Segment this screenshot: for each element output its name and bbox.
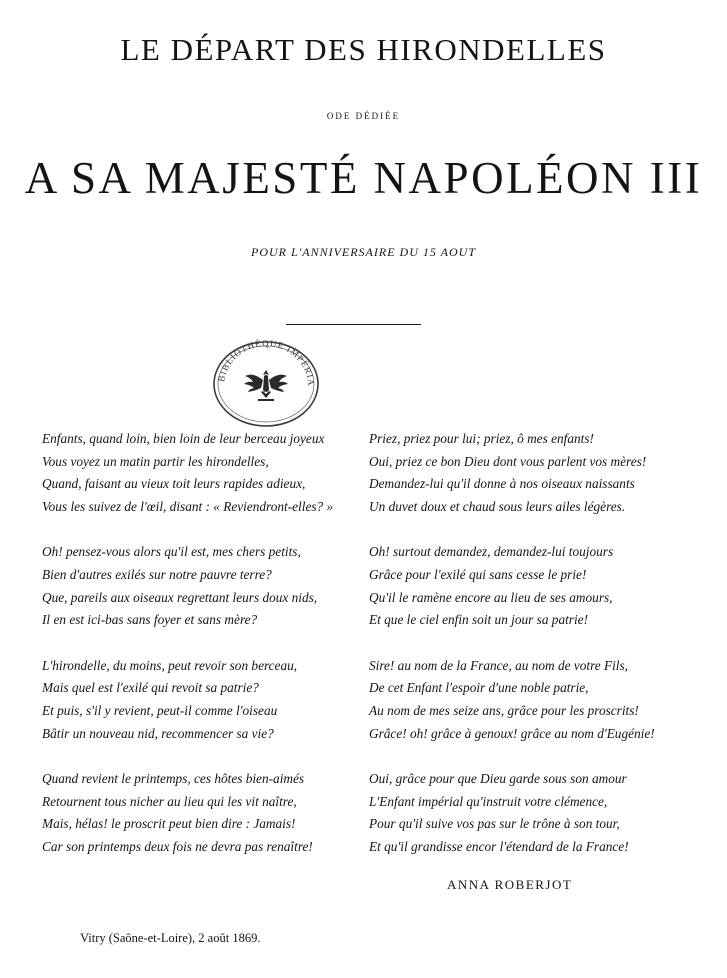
verse-line: Pour qu'il suive vos pas sur le trône à son tour, [369,816,620,832]
dedicatee-heading: A SA MAJESTÉ NAPOLÉON III [24,153,703,203]
verse-line: Grâce! oh! grâce à genoux! grâce au nom d'Eugénie! [369,725,655,741]
verse-line: Mais quel est l'exilé qui revoit sa patrie? [42,680,259,696]
stanza [369,655,719,745]
stanza [42,655,352,745]
poem-right-column [369,428,719,882]
poem-left-column [42,428,352,882]
verse-line: Demandez-lui qu'il donne à nos oiseaux naissants [369,476,635,492]
stanza [369,768,719,858]
verse-line: Car son printemps deux fois ne devra pas renaître! [42,838,313,854]
verse-line: Grâce pour l'exilé qui sans cesse le prie! [369,566,587,582]
stanza [42,768,352,858]
verse-line: Vous voyez un matin partir les hirondelles, [42,453,269,469]
verse-line: Vous les suivez de l'œil, disant : « Reviendront-elles? » [42,498,334,514]
dedication-subtitle: ODE DÉDIÉE [326,111,401,121]
verse-line: Et qu'il grandisse encor l'étendard de la France! [369,838,629,854]
verse-line: L'hirondelle, du moins, peut revoir son berceau, [42,657,298,673]
svg-text:BIBLIOTHÈQUE IMPÉRIALE: BIBLIOTHÈQUE IMPÉRIA [216,337,317,387]
eagle-icon [244,370,288,401]
verse-line: Que, pareils aux oiseaux regrettant leurs doux nids, [42,589,318,605]
author-signature: ANNA ROBERJOT [447,877,573,892]
verse-line: Et puis, s'il y revient, peut-il comme l'oiseau [42,702,278,718]
place-date: Vitry (Saône-et-Loire), 2 août 1869. [80,931,261,945]
verse-line: Sire! au nom de la France, au nom de votre Fils, [369,657,628,673]
stanza [42,541,352,631]
title-divider [286,324,421,325]
verse-line: Au nom de mes seize ans, grâce pour les proscrits! [369,702,639,718]
verse-line: Oui, priez ce bon Dieu dont vous parlent vos mères! [369,453,647,469]
verse-line: Priez, priez pour lui; priez, ô mes enfants! [369,431,594,446]
verse-line: Enfants, quand loin, bien loin de leur berceau joyeux [42,431,325,446]
verse-line: L'Enfant impérial qu'instruit votre clémence, [369,793,608,809]
stanza [42,428,352,518]
occasion-line: POUR L'ANNIVERSAIRE DU 15 AOUT [251,245,476,259]
verse-line: Un duvet doux et chaud sous leurs ailes légères. [369,498,626,514]
page-title: LE DÉPART DES HIRONDELLES [120,32,607,67]
verse-line: Quand revient le printemps, ces hôtes bien-aimés [42,771,305,787]
verse-line: Oh! surtout demandez, demandez-lui toujours [369,544,614,560]
verse-line: Mais, hélas! le proscrit peut bien dire : Jamais! [42,816,296,832]
verse-line: Quand, faisant au vieux toit leurs rapides adieux, [42,476,306,492]
verse-line: Retournent tous nicher au lieu qui les vit naître, [42,793,297,809]
verse-line: Et que le ciel enfin soit un jour sa patrie! [369,612,588,628]
library-stamp [206,336,326,428]
stanza [369,428,719,518]
verse-line: Bien d'autres exilés sur notre pauvre terre? [42,566,272,582]
verse-line: Bâtir un nouveau nid, recommencer sa vie? [42,725,274,741]
verse-line: Oui, grâce pour que Dieu garde sous son amour [369,771,627,787]
stamp-seal-icon [206,336,326,428]
verse-line: Oh! pensez-vous alors qu'il est, mes chers petits, [42,544,301,560]
verse-line: De cet Enfant l'espoir d'une noble patrie, [369,680,589,696]
verse-line: Il en est ici-bas sans foyer et sans mère? [42,612,258,628]
stanza [369,541,719,631]
verse-line: Qu'il le ramène encore au lieu de ses amours, [369,589,613,605]
